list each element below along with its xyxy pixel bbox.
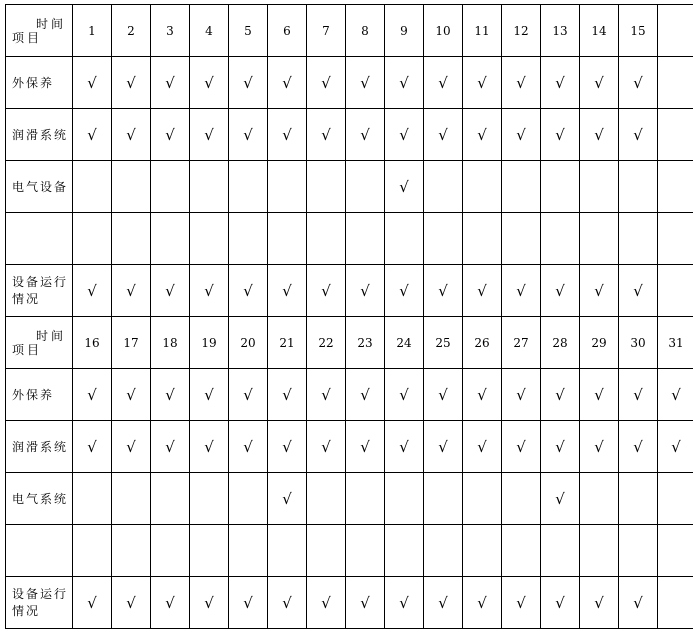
check-mark-cell: √ <box>658 369 693 421</box>
check-mark-cell: √ <box>229 265 268 317</box>
check-mark-cell: √ <box>502 57 541 109</box>
empty-cell <box>580 213 619 265</box>
empty-cell <box>190 473 229 525</box>
empty-cell <box>619 473 658 525</box>
time-item-corner-cell <box>6 5 73 57</box>
check-mark-cell: √ <box>73 109 112 161</box>
empty-cell <box>658 525 693 577</box>
empty-cell <box>580 525 619 577</box>
check-mark-cell: √ <box>346 369 385 421</box>
empty-cell <box>190 525 229 577</box>
empty-cell <box>268 161 307 213</box>
check-mark-cell: √ <box>112 109 151 161</box>
check-mark-cell: √ <box>385 109 424 161</box>
time-label: 时间 <box>35 329 66 343</box>
check-mark-cell: √ <box>307 265 346 317</box>
item-name-line: 情况 <box>12 291 41 306</box>
empty-cell <box>190 213 229 265</box>
item-name-cell: 电气系统 <box>6 473 73 525</box>
item-label: 项目 <box>12 343 43 357</box>
check-mark-cell: √ <box>385 421 424 473</box>
check-mark-cell: √ <box>229 577 268 629</box>
day-number-cell: 8 <box>346 5 385 57</box>
item-row <box>6 473 693 525</box>
empty-cell <box>658 57 693 109</box>
check-mark-cell: √ <box>112 577 151 629</box>
empty-cell <box>112 213 151 265</box>
check-mark-cell: √ <box>463 265 502 317</box>
item-name-line: 设备运行 <box>12 586 69 601</box>
day-number-cell: 6 <box>268 5 307 57</box>
check-mark-cell: √ <box>229 421 268 473</box>
check-mark-cell: √ <box>619 369 658 421</box>
check-mark-cell: √ <box>346 265 385 317</box>
empty-cell <box>658 213 693 265</box>
check-mark-cell: √ <box>307 109 346 161</box>
empty-cell <box>658 577 693 629</box>
check-mark-cell: √ <box>580 265 619 317</box>
check-mark-cell: √ <box>73 265 112 317</box>
day-number-cell: 25 <box>424 317 463 369</box>
check-mark-cell: √ <box>424 369 463 421</box>
check-mark-cell: √ <box>73 577 112 629</box>
day-number-cell: 2 <box>112 5 151 57</box>
day-number-cell: 13 <box>541 5 580 57</box>
check-mark-cell: √ <box>190 577 229 629</box>
empty-cell <box>658 109 693 161</box>
check-mark-cell: √ <box>619 265 658 317</box>
empty-cell <box>346 473 385 525</box>
check-mark-cell: √ <box>268 57 307 109</box>
empty-cell <box>73 473 112 525</box>
check-mark-cell: √ <box>112 57 151 109</box>
day-number-cell: 5 <box>229 5 268 57</box>
check-mark-cell: √ <box>580 109 619 161</box>
check-mark-cell: √ <box>190 109 229 161</box>
empty-cell <box>658 265 693 317</box>
day-number-cell: 15 <box>619 5 658 57</box>
item-name-cell: 润滑系统 <box>6 421 73 473</box>
check-mark-cell: √ <box>385 369 424 421</box>
check-mark-cell: √ <box>463 109 502 161</box>
item-row <box>6 525 693 577</box>
item-name-line: 情况 <box>12 603 41 618</box>
check-mark-cell: √ <box>385 265 424 317</box>
check-mark-cell: √ <box>307 577 346 629</box>
check-mark-cell: √ <box>268 577 307 629</box>
check-mark-cell: √ <box>229 369 268 421</box>
day-number-cell: 14 <box>580 5 619 57</box>
check-mark-cell: √ <box>502 109 541 161</box>
check-mark-cell: √ <box>190 421 229 473</box>
check-mark-cell: √ <box>151 369 190 421</box>
check-mark-cell: √ <box>541 369 580 421</box>
check-mark-cell: √ <box>502 577 541 629</box>
empty-cell <box>463 473 502 525</box>
check-mark-cell: √ <box>229 57 268 109</box>
check-mark-cell: √ <box>346 577 385 629</box>
check-mark-cell: √ <box>541 109 580 161</box>
item-row <box>6 577 693 629</box>
empty-cell <box>151 161 190 213</box>
check-mark-cell: √ <box>619 577 658 629</box>
check-mark-cell: √ <box>151 265 190 317</box>
day-number-cell: 31 <box>658 317 693 369</box>
empty-cell <box>502 161 541 213</box>
empty-cell <box>346 525 385 577</box>
check-mark-cell: √ <box>346 57 385 109</box>
check-mark-cell: √ <box>268 369 307 421</box>
empty-cell <box>463 525 502 577</box>
empty-cell <box>151 525 190 577</box>
empty-cell <box>112 525 151 577</box>
check-mark-cell: √ <box>346 421 385 473</box>
check-mark-cell: √ <box>424 421 463 473</box>
check-mark-cell: √ <box>502 265 541 317</box>
empty-cell <box>424 213 463 265</box>
day-number-cell: 20 <box>229 317 268 369</box>
check-mark-cell: √ <box>190 265 229 317</box>
check-mark-cell: √ <box>307 421 346 473</box>
check-mark-cell: √ <box>112 421 151 473</box>
check-mark-cell: √ <box>541 265 580 317</box>
day-header-row <box>6 317 693 369</box>
day-number-cell: 9 <box>385 5 424 57</box>
day-number-cell: 12 <box>502 5 541 57</box>
day-number-cell: 11 <box>463 5 502 57</box>
check-mark-cell: √ <box>151 57 190 109</box>
empty-cell <box>424 473 463 525</box>
check-mark-cell: √ <box>463 369 502 421</box>
check-mark-cell: √ <box>502 421 541 473</box>
day-number-cell: 29 <box>580 317 619 369</box>
empty-cell <box>463 213 502 265</box>
check-mark-cell: √ <box>73 421 112 473</box>
day-number-cell: 28 <box>541 317 580 369</box>
check-mark-cell: √ <box>463 577 502 629</box>
empty-cell <box>619 161 658 213</box>
item-row <box>6 265 693 317</box>
check-mark-cell: √ <box>541 421 580 473</box>
check-mark-cell: √ <box>190 57 229 109</box>
check-mark-cell: √ <box>541 57 580 109</box>
time-item-corner-cell <box>6 317 73 369</box>
day-number-cell: 22 <box>307 317 346 369</box>
empty-cell <box>502 473 541 525</box>
item-name-cell <box>6 525 73 577</box>
time-label: 时间 <box>35 17 66 31</box>
item-row <box>6 213 693 265</box>
empty-cell <box>424 525 463 577</box>
check-mark-cell: √ <box>658 421 693 473</box>
day-number-cell: 24 <box>385 317 424 369</box>
empty-cell <box>385 213 424 265</box>
item-name-cell <box>6 213 73 265</box>
day-number-cell: 4 <box>190 5 229 57</box>
check-mark-cell: √ <box>112 369 151 421</box>
day-number-cell: 21 <box>268 317 307 369</box>
check-mark-cell: √ <box>307 57 346 109</box>
empty-cell <box>658 161 693 213</box>
check-mark-cell: √ <box>541 577 580 629</box>
empty-cell <box>346 161 385 213</box>
check-mark-cell: √ <box>463 421 502 473</box>
empty-cell <box>385 525 424 577</box>
day-number-cell: 10 <box>424 5 463 57</box>
check-mark-cell: √ <box>580 57 619 109</box>
item-name-cell <box>6 265 73 317</box>
empty-cell <box>268 213 307 265</box>
empty-cell <box>229 213 268 265</box>
day-number-cell: 3 <box>151 5 190 57</box>
check-mark-cell: √ <box>580 369 619 421</box>
empty-cell <box>502 213 541 265</box>
empty-cell <box>151 213 190 265</box>
day-number-cell: 16 <box>73 317 112 369</box>
check-mark-cell: √ <box>151 421 190 473</box>
empty-cell <box>190 161 229 213</box>
item-name-line: 设备运行 <box>12 274 69 289</box>
item-label: 项目 <box>12 31 43 45</box>
empty-cell <box>541 213 580 265</box>
day-number-cell <box>658 5 693 57</box>
check-mark-cell: √ <box>346 109 385 161</box>
check-mark-cell: √ <box>307 369 346 421</box>
day-number-cell: 1 <box>73 5 112 57</box>
check-mark-cell: √ <box>580 421 619 473</box>
item-name-cell: 润滑系统 <box>6 109 73 161</box>
item-row <box>6 369 693 421</box>
empty-cell <box>268 525 307 577</box>
check-mark-cell: √ <box>73 369 112 421</box>
check-mark-cell: √ <box>268 109 307 161</box>
day-header-row <box>6 5 693 57</box>
empty-cell <box>307 473 346 525</box>
empty-cell <box>463 161 502 213</box>
empty-cell <box>73 213 112 265</box>
check-mark-cell: √ <box>424 577 463 629</box>
empty-cell <box>112 161 151 213</box>
check-mark-cell: √ <box>268 265 307 317</box>
check-mark-cell: √ <box>385 577 424 629</box>
empty-cell <box>307 161 346 213</box>
empty-cell <box>307 213 346 265</box>
maintenance-record-table <box>5 4 693 629</box>
check-mark-cell: √ <box>229 109 268 161</box>
day-number-cell: 26 <box>463 317 502 369</box>
check-mark-cell: √ <box>424 265 463 317</box>
day-number-cell: 30 <box>619 317 658 369</box>
empty-cell <box>229 525 268 577</box>
check-mark-cell: √ <box>73 57 112 109</box>
table-body <box>6 5 693 629</box>
day-number-cell: 23 <box>346 317 385 369</box>
check-mark-cell: √ <box>619 109 658 161</box>
empty-cell <box>580 473 619 525</box>
empty-cell <box>112 473 151 525</box>
check-mark-cell: √ <box>502 369 541 421</box>
check-mark-cell: √ <box>268 473 307 525</box>
empty-cell <box>502 525 541 577</box>
check-mark-cell: √ <box>424 109 463 161</box>
empty-cell <box>151 473 190 525</box>
check-mark-cell: √ <box>385 57 424 109</box>
item-name-cell: 电气设备 <box>6 161 73 213</box>
item-name-cell: 外保养 <box>6 57 73 109</box>
empty-cell <box>229 473 268 525</box>
item-row <box>6 161 693 213</box>
empty-cell <box>619 213 658 265</box>
empty-cell <box>307 525 346 577</box>
check-mark-cell: √ <box>580 577 619 629</box>
day-number-cell: 27 <box>502 317 541 369</box>
check-mark-cell: √ <box>541 473 580 525</box>
check-mark-cell: √ <box>268 421 307 473</box>
empty-cell <box>73 525 112 577</box>
day-number-cell: 7 <box>307 5 346 57</box>
day-number-cell: 19 <box>190 317 229 369</box>
empty-cell <box>580 161 619 213</box>
empty-cell <box>619 525 658 577</box>
empty-cell <box>73 161 112 213</box>
item-row <box>6 421 693 473</box>
check-mark-cell: √ <box>385 161 424 213</box>
check-mark-cell: √ <box>151 109 190 161</box>
item-row <box>6 109 693 161</box>
day-number-cell: 18 <box>151 317 190 369</box>
empty-cell <box>541 525 580 577</box>
empty-cell <box>385 473 424 525</box>
item-name-cell: 外保养 <box>6 369 73 421</box>
empty-cell <box>346 213 385 265</box>
check-mark-cell: √ <box>463 57 502 109</box>
empty-cell <box>424 161 463 213</box>
check-mark-cell: √ <box>619 421 658 473</box>
check-mark-cell: √ <box>619 57 658 109</box>
check-mark-cell: √ <box>112 265 151 317</box>
empty-cell <box>658 473 693 525</box>
empty-cell <box>229 161 268 213</box>
empty-cell <box>541 161 580 213</box>
item-name-cell <box>6 577 73 629</box>
check-mark-cell: √ <box>424 57 463 109</box>
check-mark-cell: √ <box>190 369 229 421</box>
item-row <box>6 57 693 109</box>
check-mark-cell: √ <box>151 577 190 629</box>
day-number-cell: 17 <box>112 317 151 369</box>
